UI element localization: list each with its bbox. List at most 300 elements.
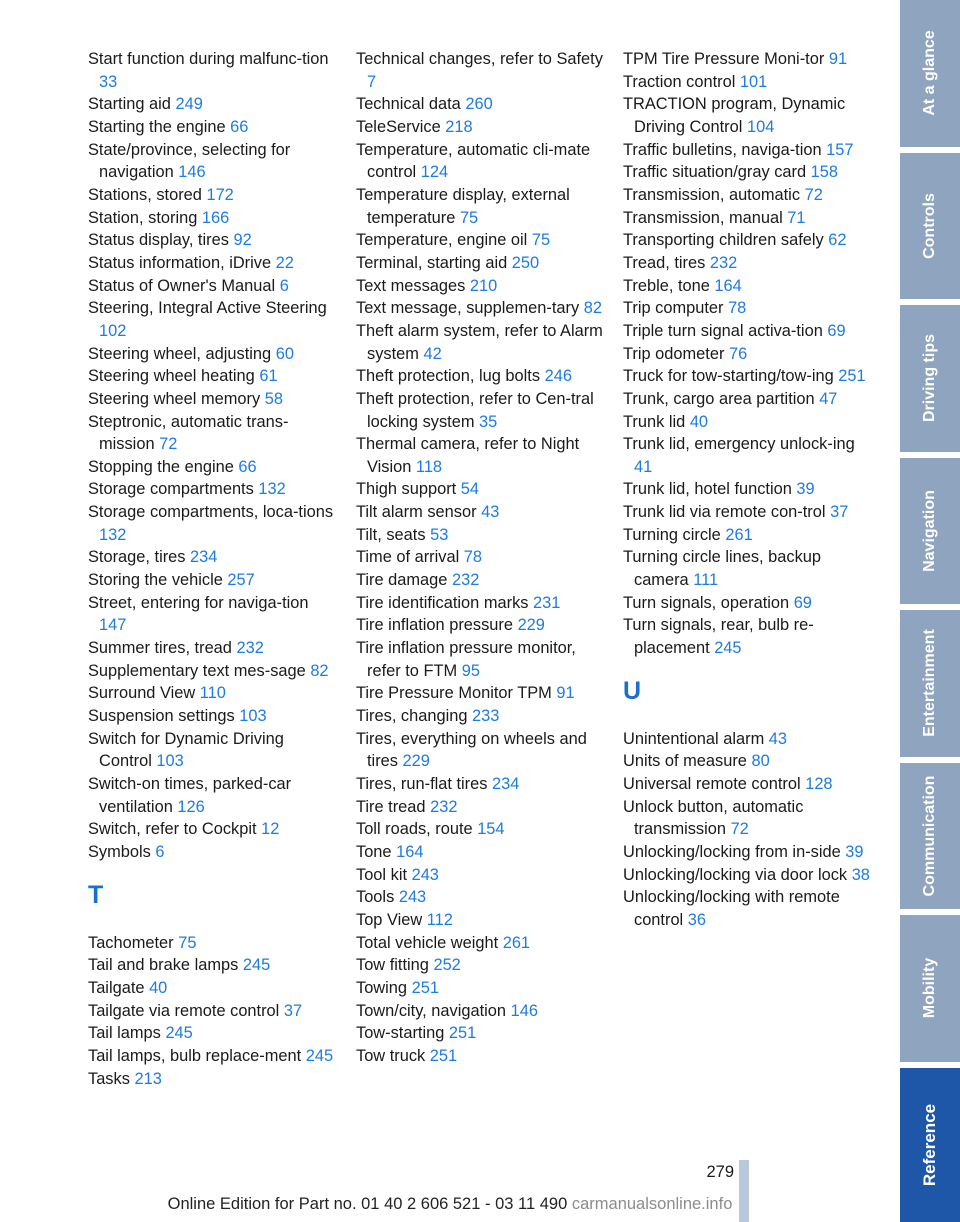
- tab-label: Controls: [921, 192, 938, 259]
- index-section-letter: T: [88, 880, 104, 909]
- page-link[interactable]: 102: [99, 321, 127, 340]
- page-link[interactable]: 66: [238, 457, 257, 476]
- page-link[interactable]: 229: [517, 616, 545, 635]
- index-entry: [356, 1022, 604, 1045]
- index-entry-text: Turn signals, rear, bulb re-placement: [623, 616, 814, 658]
- tab-mobility[interactable]: [900, 915, 960, 1062]
- index-entry-text: Station, storing: [88, 208, 198, 227]
- index-entry-text: Switch for Dynamic Driving Control: [88, 729, 284, 771]
- page-link[interactable]: 6: [279, 276, 289, 295]
- page-link[interactable]: 157: [826, 140, 854, 159]
- index-entry: [356, 275, 604, 298]
- tab-label: Communication: [921, 775, 938, 897]
- page-link[interactable]: 210: [469, 276, 498, 295]
- index-entry: [88, 546, 336, 569]
- index-entry: [623, 478, 873, 501]
- index-entry-text: Tasks: [88, 1069, 130, 1088]
- page-link[interactable]: 166: [201, 208, 230, 227]
- index-entry-text: Traffic bulletins, naviga-tion: [623, 140, 822, 159]
- index-entry-text: Tachometer: [88, 933, 174, 952]
- tab-controls[interactable]: [900, 153, 960, 300]
- index-entry-text: Traffic situation/gray card: [623, 163, 807, 182]
- index-entry-text: Storage compartments, loca-tions: [88, 503, 334, 522]
- index-entry: [88, 1022, 336, 1045]
- index-entry: [623, 592, 873, 615]
- index-entry: [356, 796, 604, 819]
- page-link[interactable]: 172: [206, 185, 234, 204]
- index-entry: [88, 343, 336, 366]
- index-entry-text: Tire inflation pressure monitor, refer to FTM: [356, 639, 576, 680]
- page-link[interactable]: 164: [714, 276, 742, 295]
- page-link[interactable]: 234: [190, 548, 218, 567]
- index-entry: [88, 411, 336, 456]
- index-entry-text: Supplementary text mes-sage: [88, 661, 306, 680]
- index-entry-text: Temperature, automatic cli-mate control: [356, 140, 591, 182]
- index-entry: [623, 433, 873, 478]
- index-entry: [623, 388, 873, 411]
- page-link[interactable]: 132: [258, 480, 286, 499]
- page-link[interactable]: 61: [259, 367, 278, 386]
- index-column-3: [623, 48, 873, 932]
- page-link[interactable]: 232: [451, 571, 480, 590]
- index-entry-text: Temperature display, external temperature: [356, 185, 570, 227]
- index-entry-text: Technical data: [356, 95, 461, 114]
- page-link[interactable]: 251: [429, 1046, 458, 1065]
- index-entry-text: State/province, selecting for navigation: [88, 140, 291, 182]
- index-entry: [623, 546, 873, 591]
- index-entry: [88, 954, 336, 977]
- index-entry-text: Summer tires, tread: [88, 639, 232, 658]
- page-link[interactable]: 118: [415, 457, 443, 476]
- page-link[interactable]: 41: [634, 457, 653, 476]
- page-link[interactable]: 251: [838, 367, 866, 386]
- index-entry-text: Traction control: [623, 72, 736, 91]
- index-entry: [88, 660, 336, 683]
- index-entry-text: Theft protection, lug bolts: [356, 367, 541, 386]
- index-entry-text: Thigh support: [356, 480, 457, 499]
- index-entry-text: Steering wheel, adjusting: [88, 344, 272, 363]
- index-entry-text: Unlocking/locking from in-side: [623, 843, 841, 861]
- page-link[interactable]: 257: [227, 571, 255, 590]
- page-link[interactable]: 260: [465, 95, 493, 114]
- page-link[interactable]: 91: [828, 50, 848, 68]
- index-entry: [88, 682, 336, 705]
- index-entry: [356, 48, 604, 93]
- index-entry: [356, 614, 604, 637]
- page-link[interactable]: 36: [687, 910, 706, 929]
- index-entry-text: Unlocking/locking with remote control: [623, 888, 840, 929]
- index-entry-text: Total vehicle weight: [356, 933, 499, 952]
- index-entry-text: Storage compartments: [88, 480, 254, 499]
- index-entry-text: Stopping the engine: [88, 457, 234, 476]
- index-entry: [88, 207, 336, 230]
- index-entry-text: Unlock button, automatic transmission: [623, 797, 804, 839]
- index-entry: [356, 932, 604, 955]
- page-link[interactable]: 249: [175, 95, 203, 114]
- tab-navigation[interactable]: [900, 458, 960, 605]
- page-link[interactable]: 7: [367, 72, 377, 91]
- index-entry: [88, 637, 336, 660]
- index-entry: [88, 252, 336, 275]
- index-entry-text: Starting the engine: [88, 117, 226, 136]
- page-link[interactable]: 128: [805, 775, 833, 794]
- index-entry-text: Turning circle lines, backup camera: [623, 548, 821, 590]
- index-entry-text: Tire inflation pressure: [356, 616, 513, 635]
- index-entry-text: Towing: [356, 978, 408, 997]
- index-entry-text: Transporting children safely: [623, 231, 824, 250]
- index-entry-text: Storing the vehicle: [88, 571, 223, 590]
- page-link[interactable]: 132: [99, 525, 127, 544]
- page-link[interactable]: 245: [714, 639, 742, 658]
- page-link[interactable]: 158: [810, 163, 839, 182]
- index-entry: [623, 524, 873, 547]
- page-link[interactable]: 69: [827, 321, 846, 340]
- index-entry-text: Steptronic, automatic trans-mission: [88, 412, 289, 454]
- index-entry-text: Units of measure: [623, 752, 747, 771]
- page-link[interactable]: 104: [746, 117, 775, 136]
- page-link[interactable]: 246: [544, 367, 572, 386]
- index-entry-text: Terminal, starting aid: [356, 253, 508, 272]
- page-link[interactable]: 154: [477, 820, 505, 839]
- index-entry-text: Turning circle: [623, 525, 721, 544]
- page-link[interactable]: 245: [242, 956, 271, 975]
- index-entry: [623, 614, 873, 659]
- page-link[interactable]: 234: [492, 775, 520, 793]
- page-link[interactable]: 53: [430, 525, 449, 544]
- index-entry: [356, 773, 604, 796]
- index-entry: [623, 343, 873, 366]
- page-link[interactable]: 231: [533, 593, 561, 612]
- index-entry: [356, 864, 604, 887]
- page-link[interactable]: 261: [725, 525, 753, 544]
- tab-reference[interactable]: [900, 1068, 960, 1222]
- index-entry-text: Time of arrival: [356, 548, 460, 567]
- index-entry-text: TeleService: [356, 117, 441, 136]
- index-entry: [623, 93, 873, 138]
- page-link[interactable]: 39: [796, 480, 815, 499]
- index-entry: [356, 116, 604, 139]
- index-entry: [88, 229, 336, 252]
- index-entry-text: Tire damage: [356, 571, 448, 590]
- index-entry-text: Truck for tow-starting/tow-ing: [623, 367, 834, 386]
- index-entry-text: Thermal camera, refer to Night Vision: [356, 435, 580, 476]
- page-link[interactable]: 101: [739, 72, 768, 91]
- index-entry: [88, 275, 336, 298]
- page-number: 279: [706, 1163, 734, 1181]
- index-entry: [623, 320, 873, 343]
- index-entry-text: Trunk lid via remote con-trol: [623, 503, 826, 522]
- index-entry-text: Symbols: [88, 842, 151, 861]
- index-entry-text: Turn signals, operation: [623, 593, 790, 612]
- page-link[interactable]: 75: [531, 231, 551, 250]
- index-column-1: [88, 48, 336, 1090]
- index-entry: [88, 184, 336, 207]
- index-entry: [623, 728, 873, 751]
- page-link[interactable]: 72: [730, 820, 749, 839]
- page-link[interactable]: 78: [463, 548, 483, 567]
- index-entry: [356, 501, 604, 524]
- index-entry: [356, 524, 604, 547]
- tab-label: Reference: [920, 1103, 939, 1186]
- page-link[interactable]: 71: [787, 208, 806, 227]
- index-entry-text: Status display, tires: [88, 231, 229, 250]
- page-link[interactable]: 80: [751, 752, 770, 771]
- index-entry: [88, 977, 336, 1000]
- page-link[interactable]: 126: [177, 797, 205, 816]
- index-section-letter: U: [623, 676, 642, 705]
- page-link[interactable]: 37: [283, 1001, 303, 1020]
- page-link[interactable]: 22: [275, 253, 294, 272]
- watermark[interactable]: carmanualsonline.info: [571, 1195, 733, 1213]
- tab-label: Entertainment: [921, 629, 938, 738]
- index-entry: [356, 388, 604, 433]
- index-entry-text: Switch, refer to Cockpit: [88, 820, 257, 839]
- page-link[interactable]: 35: [479, 412, 498, 431]
- index-entry-text: Unlocking/locking via door lock: [623, 865, 848, 884]
- page-link[interactable]: 82: [583, 299, 602, 318]
- page-link[interactable]: 252: [433, 956, 461, 975]
- page-link[interactable]: 95: [461, 661, 480, 680]
- index-entry: [623, 207, 873, 230]
- index-entry-text: Status information, iDrive: [88, 253, 272, 272]
- index-entry-text: Trunk lid: [623, 412, 686, 431]
- index-entry-text: Tailgate: [88, 978, 145, 997]
- page-link[interactable]: 54: [460, 480, 480, 499]
- page-link[interactable]: 229: [402, 752, 430, 771]
- index-entry: [356, 705, 604, 728]
- index-entry: [623, 886, 873, 931]
- index-entry-text: Trip computer: [623, 299, 724, 318]
- page-link[interactable]: 40: [149, 978, 168, 997]
- index-entry: [623, 297, 873, 320]
- index-entry: [623, 229, 873, 252]
- index-entry: [88, 93, 336, 116]
- page-link[interactable]: 76: [728, 344, 748, 363]
- index-entry: [356, 184, 604, 229]
- index-entry: [356, 954, 604, 977]
- page-link[interactable]: 39: [845, 843, 864, 861]
- page-link[interactable]: 6: [155, 842, 165, 861]
- tab-driving-tips[interactable]: [900, 305, 960, 452]
- index-entry: [88, 478, 336, 501]
- index-entry: [356, 977, 604, 1000]
- index-entry: [356, 909, 604, 932]
- tab-at-a-glance[interactable]: [900, 0, 960, 147]
- tab-communication[interactable]: [900, 763, 960, 910]
- index-entry: [356, 1000, 604, 1023]
- page-link[interactable]: 43: [768, 729, 788, 748]
- index-entry-text: Theft alarm system, refer to Alarm system: [356, 321, 603, 363]
- index-entry-text: Tools: [356, 888, 395, 907]
- page-link[interactable]: 146: [510, 1001, 538, 1020]
- page-link[interactable]: 103: [239, 707, 267, 726]
- tab-entertainment[interactable]: [900, 610, 960, 757]
- index-entry-text: Trunk lid, emergency unlock-ing: [623, 435, 855, 454]
- index-entry-text: Tilt, seats: [356, 525, 426, 544]
- index-column-2: [356, 48, 604, 1068]
- index-entry-text: Suspension settings: [88, 707, 235, 726]
- index-entry: [88, 48, 336, 93]
- page-link[interactable]: 47: [819, 389, 838, 408]
- page-link[interactable]: 103: [156, 752, 184, 771]
- index-entry: [88, 501, 336, 546]
- index-entry: [623, 48, 873, 71]
- page-link[interactable]: 91: [556, 684, 575, 703]
- page-link[interactable]: 243: [411, 865, 439, 884]
- index-entry: [356, 365, 604, 388]
- index-entry-text: Street, entering for naviga-tion: [88, 593, 309, 612]
- index-entry-text: Tow fitting: [356, 956, 429, 975]
- index-entry: [356, 546, 604, 569]
- index-entry: [356, 252, 604, 275]
- index-entry-text: Theft protection, refer to Cen-tral locking system: [356, 389, 594, 431]
- index-entry-text: Tire Pressure Monitor TPM: [356, 684, 552, 703]
- index-entry: [623, 365, 873, 388]
- page-link[interactable]: 75: [178, 933, 197, 952]
- index-entry-text: TRACTION program, Dynamic Driving Control: [623, 95, 846, 136]
- index-entry-text: Tow-starting: [356, 1024, 445, 1043]
- index-entry: [88, 592, 336, 637]
- page-link[interactable]: 42: [423, 344, 442, 363]
- index-entry: [88, 569, 336, 592]
- page-link[interactable]: 33: [99, 72, 118, 91]
- index-entry: [88, 297, 336, 342]
- tab-label: At a glance: [921, 30, 938, 116]
- index-entry: [356, 478, 604, 501]
- index-entry-text: Toll roads, route: [356, 820, 473, 839]
- index-entry-text: Tires, everything on wheels and tires: [356, 729, 587, 771]
- index-entry: [356, 818, 604, 841]
- index-entry-text: Transmission, manual: [623, 208, 783, 227]
- page-link[interactable]: 43: [481, 503, 500, 522]
- page-link[interactable]: 164: [396, 842, 424, 861]
- page-link[interactable]: 112: [426, 910, 453, 929]
- page-link[interactable]: 232: [709, 253, 738, 272]
- index-entry-text: Town/city, navigation: [356, 1001, 507, 1020]
- page-link[interactable]: 232: [430, 797, 458, 816]
- index-entry-text: Switch-on times, parked-car ventilation: [88, 775, 292, 816]
- page-link[interactable]: 251: [448, 1024, 477, 1043]
- tab-label: Driving tips: [921, 334, 938, 423]
- index-entry-text: Steering wheel memory: [88, 389, 261, 408]
- index-entry: [623, 252, 873, 275]
- page-link[interactable]: 111: [693, 571, 719, 590]
- index-entry-text: Surround View: [88, 684, 196, 703]
- index-entry-text: Tailgate via remote control: [88, 1001, 280, 1020]
- page-link[interactable]: 243: [398, 888, 427, 907]
- index-entry-text: Text messages: [356, 276, 466, 295]
- index-entry: [623, 750, 873, 773]
- index-entry-text: Trunk, cargo area partition: [623, 389, 815, 408]
- page-link[interactable]: 146: [178, 163, 206, 182]
- index-entry-text: Tow truck: [356, 1046, 426, 1065]
- index-entry: [88, 1045, 336, 1068]
- index-entry-text: Steering, Integral Active Steering: [88, 299, 327, 318]
- page-link[interactable]: 251: [411, 978, 439, 997]
- index-entry: [623, 796, 873, 841]
- page-link[interactable]: 66: [230, 117, 249, 136]
- page-link[interactable]: 147: [99, 616, 127, 635]
- index-entry-text: Storage, tires: [88, 548, 186, 567]
- index-entry: [88, 818, 336, 841]
- index-entry: [88, 773, 336, 818]
- index-entry: [356, 433, 604, 478]
- index-entry-text: Tool kit: [356, 865, 408, 884]
- page-link[interactable]: 82: [310, 661, 329, 680]
- index-entry: [623, 864, 873, 887]
- index-entry: [356, 728, 604, 773]
- index-entry: [623, 161, 873, 184]
- page-link[interactable]: 124: [420, 163, 449, 182]
- page-link[interactable]: 75: [459, 208, 479, 227]
- index-entry-text: Tire identification marks: [356, 593, 529, 612]
- index-entry: [623, 773, 873, 796]
- index-entry: [88, 932, 336, 955]
- index-entry-text: Temperature, engine oil: [356, 231, 528, 250]
- page-link[interactable]: 245: [305, 1046, 334, 1065]
- index-entry-text: Universal remote control: [623, 775, 801, 794]
- index-entry-text: Tire tread: [356, 797, 426, 816]
- index-entry: [356, 886, 604, 909]
- index-entry: [356, 1045, 604, 1068]
- index-entry-text: Trip odometer: [623, 344, 725, 363]
- index-entry: [356, 637, 604, 682]
- index-entry: [88, 456, 336, 479]
- page-link[interactable]: 250: [511, 253, 540, 272]
- page-link[interactable]: 12: [261, 820, 280, 839]
- page-link[interactable]: 37: [830, 503, 849, 522]
- index-entry-text: Triple turn signal activa-tion: [623, 321, 823, 340]
- index-entry: [623, 184, 873, 207]
- page-link[interactable]: 38: [851, 865, 870, 884]
- index-entry: [623, 501, 873, 524]
- index-entry-text: Steering wheel heating: [88, 367, 255, 386]
- index-entry: [623, 275, 873, 298]
- index-entry: [356, 297, 604, 320]
- index-entry-text: Starting aid: [88, 95, 171, 114]
- page-link[interactable]: 62: [828, 231, 847, 250]
- page-link[interactable]: 261: [502, 933, 531, 952]
- tab-label: Mobility: [921, 958, 938, 1019]
- page-link[interactable]: 69: [793, 593, 812, 612]
- index-entry-text: Treble, tone: [623, 276, 710, 295]
- page-link[interactable]: 245: [165, 1024, 193, 1043]
- page-link[interactable]: 78: [728, 299, 747, 318]
- page-link[interactable]: 218: [445, 117, 473, 136]
- page-link[interactable]: 58: [264, 389, 283, 408]
- page-link[interactable]: 233: [472, 707, 500, 726]
- page-link[interactable]: 60: [275, 344, 294, 363]
- index-entry: [88, 705, 336, 728]
- page-link[interactable]: 72: [159, 435, 178, 454]
- page-link[interactable]: 213: [134, 1069, 162, 1088]
- page-link[interactable]: 40: [689, 412, 709, 431]
- page-link[interactable]: 232: [236, 639, 264, 658]
- index-entry-text: Unintentional alarm: [623, 729, 765, 748]
- page-link[interactable]: 72: [804, 185, 823, 204]
- index-entry: [88, 1000, 336, 1023]
- index-entry-text: Start function during malfunc-tion: [88, 50, 329, 68]
- index-entry: [356, 682, 604, 705]
- index-entry: [88, 841, 336, 864]
- index-entry-text: Tilt alarm sensor: [356, 503, 477, 522]
- index-entry: [88, 728, 336, 773]
- index-entry: [623, 71, 873, 94]
- index-entry-text: Status of Owner's Manual: [88, 276, 276, 295]
- page-link[interactable]: 92: [233, 231, 252, 250]
- index-entry: [88, 365, 336, 388]
- page-link[interactable]: 110: [199, 684, 226, 703]
